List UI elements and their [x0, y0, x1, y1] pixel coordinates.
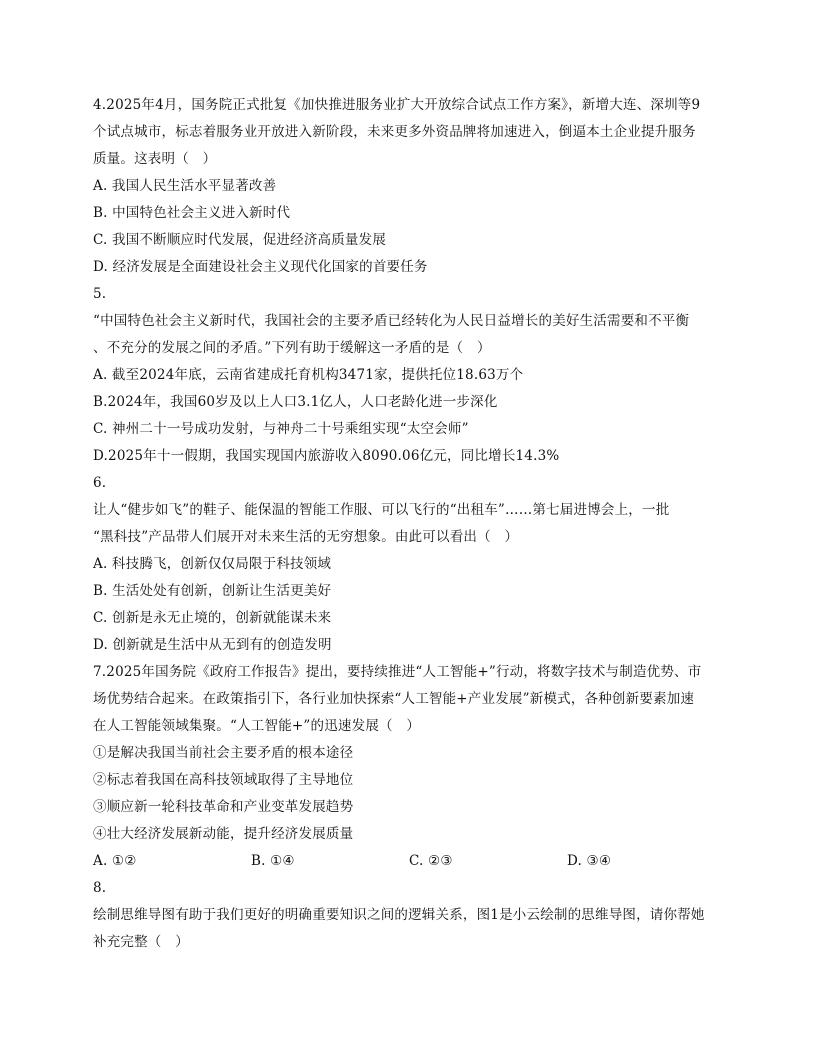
question-stem-line: 个试点城市，标志着服务业开放进入新阶段，未来更多外资品牌将加速进入，倒逼本土企业提升服务	[93, 124, 696, 140]
question-stem-line: 让人“健步如飞”的鞋子、能保温的智能工作服、可以飞行的“出租车”……第七届进博会上，一批	[93, 502, 670, 518]
question-stem-line: 质量。这表明（ ）	[93, 151, 217, 167]
question-stem-line: “中国特色社会主义新时代，我国社会的主要矛盾已经转化为人民日益增长的美好生活需要和不平衡	[93, 313, 690, 329]
choice-c: C. ②③	[409, 853, 453, 869]
option-d: D. 创新就是生活中从无到有的创造发明	[93, 637, 332, 653]
option-b: B. 生活处处有创新，创新让生活更美好	[93, 583, 332, 599]
question-7	[93, 659, 733, 875]
question-8	[93, 875, 733, 956]
option-a: A. 科技腾飞，创新仅仅局限于科技领域	[93, 556, 332, 572]
question-5	[93, 281, 733, 470]
question-stem-line: 7.2025年国务院《政府工作报告》提出，要持续推进“人工智能+”行动，将数字技术与制造优势、市	[93, 664, 702, 680]
question-6	[93, 470, 733, 659]
option-c: C. 创新是永无止境的，创新就能谋未来	[93, 610, 332, 626]
option-b: B. 中国特色社会主义进入新时代	[93, 205, 291, 221]
question-stem-line: “黑科技”产品带人们展开对未来生活的无穷想象。由此可以看出（ ）	[93, 529, 519, 545]
option-d: D. 经济发展是全面建设社会主义现代化国家的首要任务	[93, 259, 428, 275]
question-number: 5.	[93, 286, 107, 302]
choice-b: B. ①④	[251, 853, 295, 869]
question-stem-line: 场优势结合起来。在政策指引下，各行业加快探索“人工智能+产业发展”新模式，各种创新要素加速	[93, 691, 695, 707]
choice-row	[93, 848, 733, 875]
question-stem-line: 在人工智能领域集聚。“人工智能+”的迅速发展（ ）	[93, 718, 421, 734]
option-d: D.2025年十一假期，我国实现国内旅游收入8090.06亿元，同比增长14.3%	[93, 448, 560, 464]
choice-a: A. ①②	[93, 853, 137, 869]
question-number: 8.	[93, 880, 107, 896]
exam-page	[93, 92, 733, 956]
statement-4: ④壮大经济发展新动能，提升经济发展质量	[93, 826, 354, 842]
choice-d: D. ③④	[567, 853, 612, 869]
option-b: B.2024年，我国60岁及以上人口3.1亿人，人口老龄化进一步深化	[93, 394, 498, 410]
option-a: A. 我国人民生活水平显著改善	[93, 178, 277, 194]
question-stem-line: 绘制思维导图有助于我们更好的明确重要知识之间的逻辑关系，图1是小云绘制的思维导图，请你帮她	[93, 907, 705, 923]
question-number: 6.	[93, 475, 107, 491]
question-stem-line: 、不充分的发展之间的矛盾。”下列有助于缓解这一矛盾的是（ ）	[93, 340, 491, 356]
statement-2: ②标志着我国在高科技领域取得了主导地位	[93, 772, 354, 788]
question-4	[93, 92, 733, 281]
option-c: C. 神州二十一号成功发射，与神舟二十号乘组实现“太空会师”	[93, 421, 469, 437]
option-c: C. 我国不断顺应时代发展，促进经济高质量发展	[93, 232, 387, 248]
question-stem-line: 4.2025年4月，国务院正式批复《加快推进服务业扩大开放综合试点工作方案》，新增大连、深圳等9	[93, 97, 701, 113]
question-stem-line: 补充完整（ ）	[93, 934, 189, 950]
option-a: A. 截至2024年底，云南省建成托育机构3471家，提供托位18.63万个	[93, 367, 524, 383]
statement-3: ③顺应新一轮科技革命和产业变革发展趋势	[93, 799, 354, 815]
statement-1: ①是解决我国当前社会主要矛盾的根本途径	[93, 745, 354, 761]
